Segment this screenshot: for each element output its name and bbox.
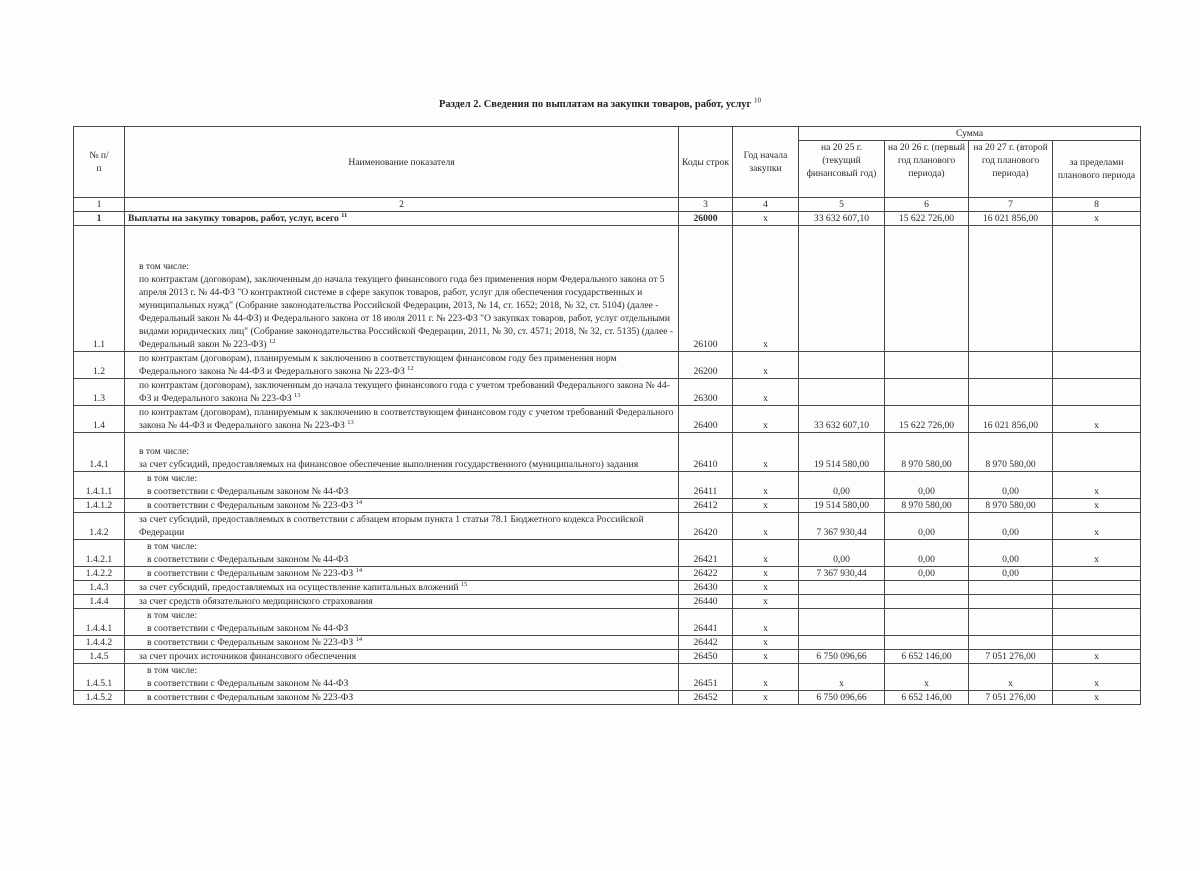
row-sum-year1: 6 750 096,66 [799,650,885,664]
table-row [74,513,1141,540]
row-sum-beyond [1053,636,1141,650]
row-sum-year1: 33 632 607,10 [799,212,885,226]
row-sum-year2: 6 652 146,00 [885,650,969,664]
row-sum-year1: 6 750 096,66 [799,691,885,705]
row-sum-year3 [969,379,1053,406]
row-sum-year3: 16 021 856,00 [969,212,1053,226]
col-index: 2 [125,198,679,212]
row-start-year: x [733,540,799,567]
header-year: Год начала закупки [733,127,799,198]
row-name-text: по контрактам (договорам), планируемым к заключению в соответствующем финансовом году без применения норм Федерального закона № 44-ФЗ и Федерального закона № 223-ФЗ [139,353,617,377]
row-sum-beyond: x [1053,499,1141,513]
row-code: 26410 [679,433,733,472]
header-num: № п/п [74,127,125,198]
table-row [74,581,1141,595]
row-name-text: в соответствии с Федеральным законом № 44-ФЗ [147,486,349,497]
row-sum-year1: 7 367 930,44 [799,567,885,581]
row-code: 26000 [679,212,733,226]
header-year3: на 20 27 г. (второй год планового периода) [969,141,1053,198]
row-number: 1.4.4.2 [74,636,125,650]
row-start-year: x [733,567,799,581]
row-number: 1.4.4 [74,595,125,609]
row-sum-year3 [969,226,1053,352]
row-start-year: x [733,609,799,636]
row-start-year: x [733,595,799,609]
row-name [125,664,679,691]
row-sum-year3 [969,595,1053,609]
table-row [74,212,1141,226]
header-code: Коды строк [679,127,733,198]
row-start-year: x [733,352,799,379]
row-number: 1.2 [74,352,125,379]
row-sum-beyond [1053,352,1141,379]
row-code: 26450 [679,650,733,664]
row-sum-year2: 0,00 [885,513,969,540]
row-sum-beyond: x [1053,691,1141,705]
header-sum-group: Сумма [799,127,1141,141]
section-title [0,96,1200,110]
row-code: 26300 [679,379,733,406]
row-start-year: x [733,650,799,664]
table-row [74,567,1141,581]
row-sum-beyond [1053,567,1141,581]
row-number: 1.4.4.1 [74,609,125,636]
row-sum-year3 [969,636,1053,650]
row-sum-year3: 0,00 [969,472,1053,499]
col-index: 4 [733,198,799,212]
row-name [125,433,679,472]
row-sum-year3: 16 021 856,00 [969,406,1053,433]
col-index: 5 [799,198,885,212]
row-prefix: в том числе: [139,446,190,457]
row-sum-year1 [799,379,885,406]
row-code: 26451 [679,664,733,691]
row-sum-year1 [799,352,885,379]
row-name [125,540,679,567]
row-name [125,226,679,352]
row-name [125,567,679,581]
row-sum-year3: 7 051 276,00 [969,691,1053,705]
header-beyond: за пределами планового периода [1053,141,1141,198]
row-name-text: за счет прочих источников финансового обеспечения [139,651,357,662]
row-sum-year1: 19 514 580,00 [799,499,885,513]
row-name [125,595,679,609]
table-row [74,650,1141,664]
row-sum-beyond [1053,581,1141,595]
row-name-text: в соответствии с Федеральным законом № 223-ФЗ [147,568,354,579]
row-sum-beyond: x [1053,513,1141,540]
row-number: 1.3 [74,379,125,406]
row-sum-beyond [1053,609,1141,636]
row-footnote: 11 [341,211,348,219]
row-sum-year2: x [885,664,969,691]
row-sum-year3: 0,00 [969,540,1053,567]
row-name-text: по контрактам (договорам), планируемым к заключению в соответствующем финансовом году с учетом требований Федерального закона № 44-ФЗ и Федерального закона № 223-ФЗ [139,407,674,431]
row-start-year: x [733,664,799,691]
header-name: Наименование показателя [125,127,679,198]
col-index: 6 [885,198,969,212]
col-index: 3 [679,198,733,212]
row-code: 26412 [679,499,733,513]
row-number: 1.4.1.2 [74,499,125,513]
row-sum-year1: 7 367 930,44 [799,513,885,540]
column-index-row [74,198,1141,212]
row-prefix: в том числе: [147,541,198,552]
row-number: 1.4 [74,406,125,433]
row-start-year: x [733,433,799,472]
table-row [74,595,1141,609]
row-number: 1 [74,212,125,226]
row-code: 26440 [679,595,733,609]
row-start-year: x [733,499,799,513]
table-row [74,379,1141,406]
row-sum-beyond: x [1053,664,1141,691]
row-prefix: в том числе: [147,610,198,621]
row-sum-year2: 0,00 [885,540,969,567]
row-number: 1.4.2 [74,513,125,540]
row-name-text: за счет субсидий, предоставляемых на финансовое обеспечение выполнения государственного (муниципального) задания [139,459,639,470]
row-number: 1.4.5.1 [74,664,125,691]
table-row [74,636,1141,650]
row-start-year: x [733,472,799,499]
row-name [125,609,679,636]
row-sum-year1: 0,00 [799,472,885,499]
row-footnote: 13 [294,391,301,399]
row-sum-beyond: x [1053,650,1141,664]
table-row [74,540,1141,567]
row-sum-year1: 33 632 607,10 [799,406,885,433]
table-row [74,226,1141,352]
row-name [125,499,679,513]
table-row [74,609,1141,636]
row-sum-year3: 8 970 580,00 [969,433,1053,472]
row-sum-year2: 0,00 [885,567,969,581]
row-sum-year3 [969,581,1053,595]
row-start-year: x [733,691,799,705]
row-number: 1.1 [74,226,125,352]
row-footnote: 14 [355,566,363,574]
row-sum-beyond [1053,595,1141,609]
row-sum-beyond [1053,379,1141,406]
row-sum-year3: x [969,664,1053,691]
row-footnote: 12 [268,337,276,345]
row-code: 26430 [679,581,733,595]
row-sum-beyond: x [1053,212,1141,226]
row-name [125,650,679,664]
row-start-year: x [733,581,799,595]
col-index: 7 [969,198,1053,212]
row-name [125,212,679,226]
row-sum-year2: 8 970 580,00 [885,499,969,513]
row-sum-year3 [969,609,1053,636]
row-name [125,513,679,540]
row-sum-year2: 15 622 726,00 [885,212,969,226]
row-code: 26441 [679,609,733,636]
row-code: 26200 [679,352,733,379]
row-code: 26422 [679,567,733,581]
row-footnote: 14 [355,635,363,643]
row-sum-year3: 7 051 276,00 [969,650,1053,664]
table-row [74,406,1141,433]
row-code: 26400 [679,406,733,433]
row-sum-beyond: x [1053,406,1141,433]
row-code: 26421 [679,540,733,567]
table-row [74,499,1141,513]
section-title-text: Раздел 2. Сведения по выплатам на закупки товаров, работ, услуг [439,99,752,110]
row-name-text: по контрактам (договорам), заключенным до начала текущего финансового года с учетом требований Федерального закона № 44-ФЗ и Федерального закона № 223-ФЗ [139,380,670,404]
row-sum-year1: 0,00 [799,540,885,567]
header-year1: на 20 25 г. (текущий финансовый год) [799,141,885,198]
row-code: 26411 [679,472,733,499]
table-row [74,433,1141,472]
row-sum-year1 [799,226,885,352]
row-number: 1.4.3 [74,581,125,595]
row-footnote: 13 [347,418,354,426]
row-name-text: в соответствии с Федеральным законом № 223-ФЗ [147,500,354,511]
row-start-year: x [733,379,799,406]
row-name-text: в соответствии с Федеральным законом № 44-ФЗ [147,678,349,689]
header-year2: на 20 26 г. (первый год планового периода) [885,141,969,198]
row-sum-beyond: x [1053,472,1141,499]
row-code: 26420 [679,513,733,540]
row-name [125,352,679,379]
row-sum-year1: x [799,664,885,691]
row-name-text: за счет субсидий, предоставляемых на осуществление капитальных вложений [139,582,459,593]
row-sum-year2: 8 970 580,00 [885,433,969,472]
row-name-text: за счет субсидий, предоставляемых в соответствии с абзацем вторым пункта 1 статьи 78.1 Бюджетного кодекса Российской Федерации [139,514,644,538]
row-sum-year1 [799,581,885,595]
row-sum-year2: 15 622 726,00 [885,406,969,433]
row-sum-year1 [799,609,885,636]
row-sum-year2 [885,226,969,352]
row-name-text: по контрактам (договорам), заключенным до начала текущего финансового года без применения норм Федерального закона от 5 апреля 2013 г. № 44-ФЗ "О контрактной системе в сфере закупок товаров, работ, услуг для обеспечения государственных и муниципальных нужд" (Собрание законодательства Российской Федерации, 2013, № 14, ст. 1652; 2018, № 32, ст. 5104) (далее - Федеральный закон № 44-ФЗ) и Федерального закона от 18 июля 2011 г. № 223-ФЗ "О закупках товаров, работ, услуг отдельными видами юридических лиц" (Собрание законодательства Российской Федерации, 2011, № 30, ст. 4571; 2018, № 32, ст. 5135) (далее - Федеральный закон № 223-ФЗ) [139,274,674,350]
row-start-year: x [733,636,799,650]
row-name [125,581,679,595]
table-row [74,472,1141,499]
row-sum-year2 [885,609,969,636]
row-start-year: x [733,226,799,352]
table-row [74,664,1141,691]
row-sum-year2 [885,636,969,650]
table-row [74,691,1141,705]
row-sum-year3: 8 970 580,00 [969,499,1053,513]
row-sum-year2: 0,00 [885,472,969,499]
row-name [125,472,679,499]
row-name-text: в соответствии с Федеральным законом № 44-ФЗ [147,554,349,565]
row-name [125,636,679,650]
row-sum-year3: 0,00 [969,567,1053,581]
row-name-text: за счет средств обязательного медицинского страхования [139,596,373,607]
row-name [125,379,679,406]
row-start-year: x [733,406,799,433]
row-name-text: в соответствии с Федеральным законом № 223-ФЗ [147,692,354,703]
row-prefix: в том числе: [147,665,198,676]
row-sum-year1 [799,595,885,609]
row-footnote: 12 [407,364,414,372]
row-number: 1.4.1.1 [74,472,125,499]
row-start-year: x [733,513,799,540]
row-code: 26442 [679,636,733,650]
row-name-text: Выплаты на закупку товаров, работ, услуг, всего [128,213,339,224]
row-name [125,691,679,705]
row-number: 1.4.1 [74,433,125,472]
row-footnote: 15 [460,580,468,588]
row-sum-year1 [799,636,885,650]
row-number: 1.4.2.2 [74,567,125,581]
row-sum-beyond [1053,226,1141,352]
table-row [74,352,1141,379]
row-sum-year2 [885,379,969,406]
row-sum-year2 [885,581,969,595]
row-number: 1.4.5.2 [74,691,125,705]
row-sum-year2: 6 652 146,00 [885,691,969,705]
col-index: 8 [1053,198,1141,212]
section-title-footnote: 10 [753,96,761,105]
row-sum-year1: 19 514 580,00 [799,433,885,472]
row-number: 1.4.5 [74,650,125,664]
row-sum-year3 [969,352,1053,379]
row-sum-beyond [1053,433,1141,472]
row-name-text: в соответствии с Федеральным законом № 223-ФЗ [147,637,354,648]
row-sum-beyond: x [1053,540,1141,567]
row-code: 26100 [679,226,733,352]
payments-table [73,126,1141,705]
row-sum-year2 [885,352,969,379]
row-prefix: в том числе: [147,473,198,484]
row-number: 1.4.2.1 [74,540,125,567]
row-sum-year3: 0,00 [969,513,1053,540]
row-sum-year2 [885,595,969,609]
col-index: 1 [74,198,125,212]
row-name-text: в соответствии с Федеральным законом № 44-ФЗ [147,623,349,634]
row-prefix: в том числе: [139,261,190,272]
row-footnote: 14 [355,498,363,506]
row-start-year: x [733,212,799,226]
row-name [125,406,679,433]
row-code: 26452 [679,691,733,705]
